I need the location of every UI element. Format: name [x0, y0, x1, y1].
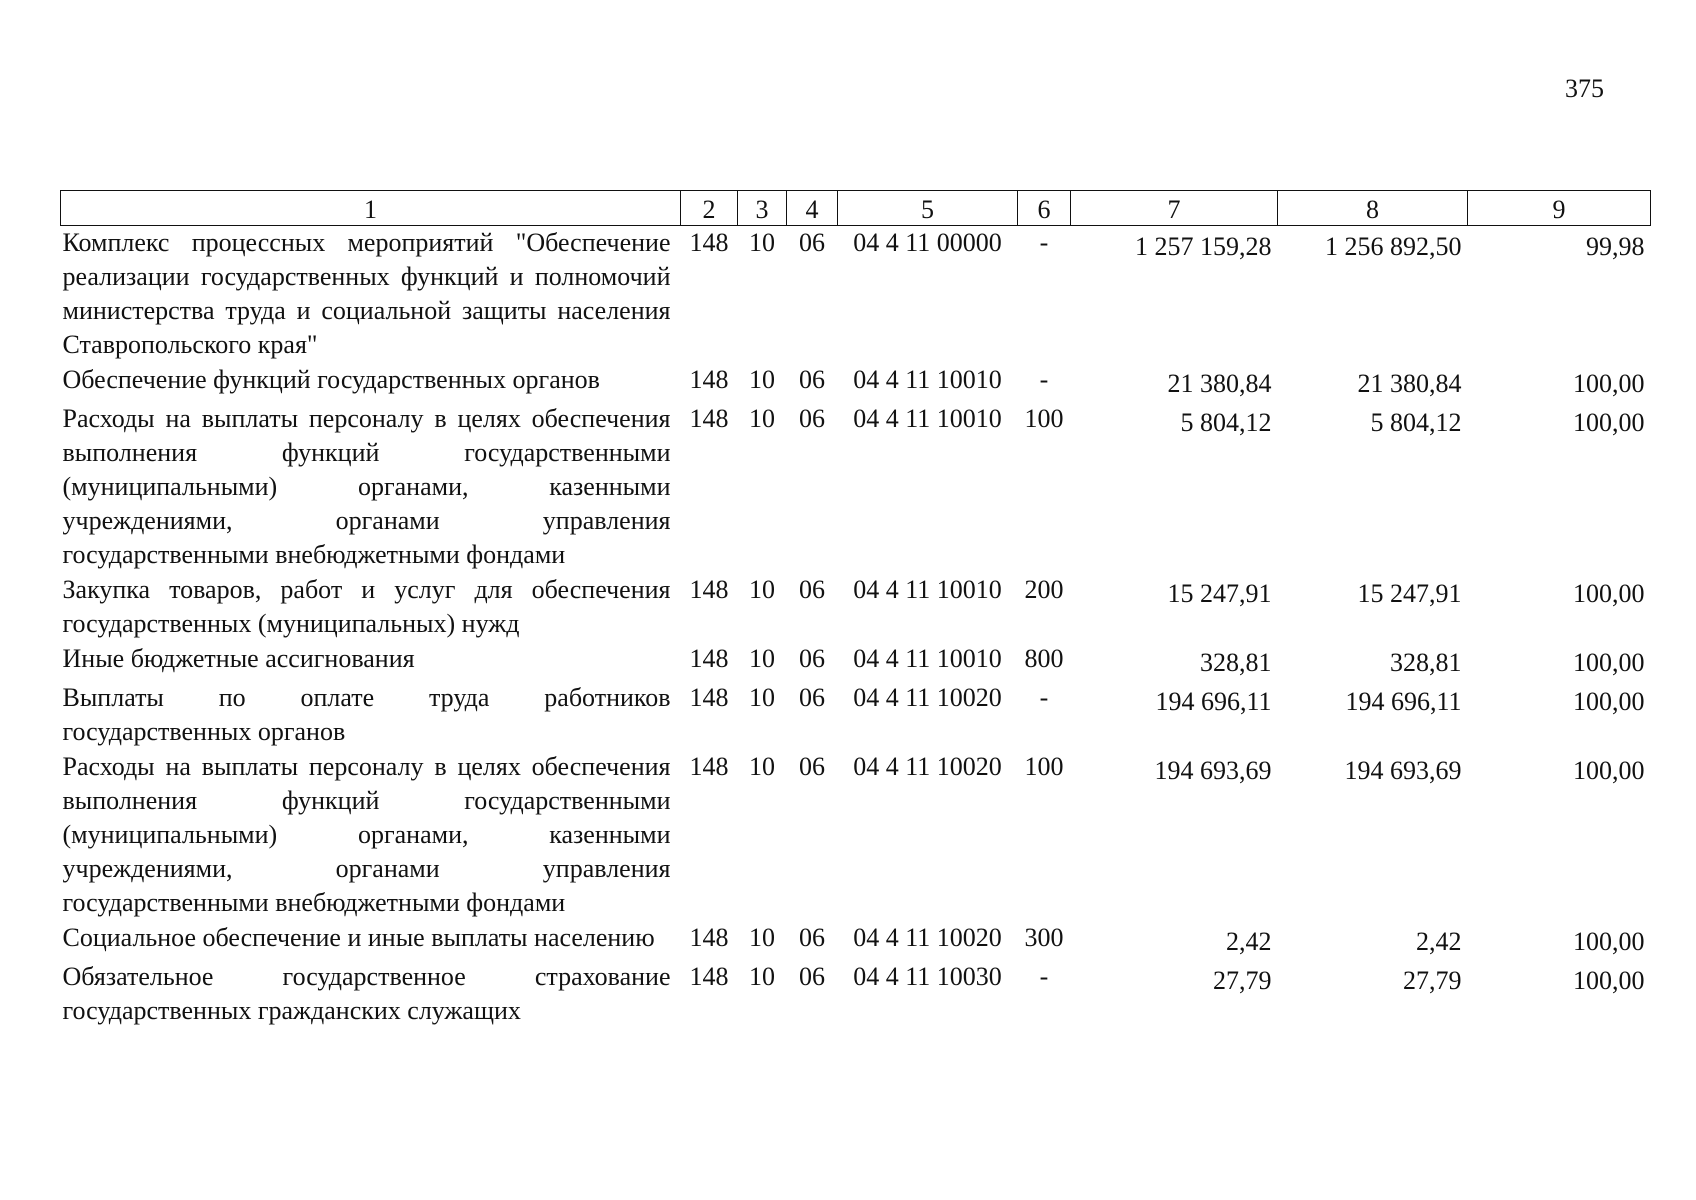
column-header: 3 [738, 191, 787, 226]
table-row [61, 921, 1651, 960]
cell-section: 10 [749, 228, 775, 257]
cell-amount-planned: 328,81 [1200, 648, 1272, 677]
cell-section: 10 [749, 923, 775, 952]
cell-subsection: 06 [799, 404, 825, 433]
cell-expense-type: - [1039, 683, 1049, 712]
cell-code: 148 [689, 752, 729, 781]
cell-expense-type: 800 [1024, 644, 1064, 673]
cell-code: 148 [689, 228, 729, 257]
column-header: 6 [1018, 191, 1071, 226]
cell-expense-type: - [1039, 228, 1049, 257]
table-row [61, 681, 1651, 750]
cell-amount-planned: 21 380,84 [1167, 369, 1272, 398]
cell-subsection: 06 [799, 683, 825, 712]
cell-amount-planned: 1 257 159,28 [1135, 232, 1272, 261]
cell-expense-type: 200 [1024, 575, 1064, 604]
table-header-row [61, 191, 1651, 226]
cell-percent: 100,00 [1573, 369, 1645, 398]
cell-amount-executed: 328,81 [1390, 648, 1462, 677]
table-row [61, 642, 1651, 681]
cell-code: 148 [689, 575, 729, 604]
cell-target-article: 04 4 11 10020 [853, 683, 1002, 712]
row-name: Комплекс процессных мероприятий "Обеспечение реализации государственных функций и полномочий министерства труда и социальной защиты населения Ставропольского края" [62, 228, 671, 359]
cell-code: 148 [689, 404, 729, 433]
row-name: Расходы на выплаты персоналу в целях обеспечения выполнения функций государственными (муниципальными) органами, казенными учреждениями, органами управления государственными внебюджетными фондами [62, 404, 671, 569]
cell-amount-executed: 194 696,11 [1345, 687, 1462, 716]
budget-table [60, 190, 1651, 1029]
cell-percent: 99,98 [1586, 232, 1645, 261]
cell-percent: 100,00 [1573, 579, 1645, 608]
cell-percent: 100,00 [1573, 927, 1645, 956]
cell-amount-planned: 15 247,91 [1167, 579, 1272, 608]
cell-code: 148 [689, 962, 729, 991]
column-header: 5 [838, 191, 1018, 226]
column-header: 9 [1468, 191, 1651, 226]
cell-target-article: 04 4 11 10010 [853, 575, 1002, 604]
cell-section: 10 [749, 365, 775, 394]
cell-target-article: 04 4 11 10020 [853, 923, 1002, 952]
row-name: Расходы на выплаты персоналу в целях обеспечения выполнения функций государственными (муниципальными) органами, казенными учреждениями, органами управления государственными внебюджетными фондами [62, 752, 671, 917]
column-header: 4 [787, 191, 838, 226]
cell-amount-executed: 21 380,84 [1357, 369, 1462, 398]
row-name: Иные бюджетные ассигнования [62, 644, 415, 673]
cell-percent: 100,00 [1573, 648, 1645, 677]
cell-expense-type: - [1039, 962, 1049, 991]
cell-amount-planned: 194 696,11 [1155, 687, 1272, 716]
cell-amount-planned: 5 804,12 [1180, 408, 1272, 437]
cell-target-article: 04 4 11 10010 [853, 644, 1002, 673]
cell-subsection: 06 [799, 575, 825, 604]
cell-section: 10 [749, 683, 775, 712]
table-row [61, 402, 1651, 573]
cell-amount-executed: 2,42 [1416, 927, 1462, 956]
cell-code: 148 [689, 923, 729, 952]
cell-section: 10 [749, 752, 775, 781]
cell-amount-executed: 1 256 892,50 [1325, 232, 1462, 261]
row-name: Социальное обеспечение и иные выплаты населению [62, 923, 655, 952]
cell-target-article: 04 4 11 00000 [853, 228, 1002, 257]
cell-amount-planned: 194 693,69 [1154, 756, 1272, 785]
cell-amount-executed: 194 693,69 [1344, 756, 1462, 785]
cell-code: 148 [689, 365, 729, 394]
row-name: Обеспечение функций государственных органов [62, 365, 600, 394]
table-row [61, 226, 1651, 364]
cell-expense-type: 100 [1024, 752, 1064, 781]
cell-expense-type: 300 [1024, 923, 1064, 952]
row-name: Закупка товаров, работ и услуг для обеспечения государственных (муниципальных) нужд [62, 575, 671, 638]
column-header: 8 [1278, 191, 1468, 226]
cell-percent: 100,00 [1573, 756, 1645, 785]
column-header: 1 [61, 191, 681, 226]
cell-subsection: 06 [799, 228, 825, 257]
cell-subsection: 06 [799, 752, 825, 781]
cell-section: 10 [749, 575, 775, 604]
cell-target-article: 04 4 11 10020 [853, 752, 1002, 781]
cell-expense-type: - [1039, 365, 1049, 394]
table-row [61, 363, 1651, 402]
cell-code: 148 [689, 683, 729, 712]
cell-target-article: 04 4 11 10010 [853, 404, 1002, 433]
cell-percent: 100,00 [1573, 966, 1645, 995]
cell-subsection: 06 [799, 365, 825, 394]
cell-section: 10 [749, 404, 775, 433]
column-header: 7 [1071, 191, 1278, 226]
row-name: Обязательное государственное страхование государственных гражданских служащих [62, 962, 671, 1025]
cell-amount-planned: 2,42 [1226, 927, 1272, 956]
cell-target-article: 04 4 11 10030 [853, 962, 1002, 991]
cell-subsection: 06 [799, 962, 825, 991]
cell-amount-executed: 27,79 [1403, 966, 1462, 995]
page-number: 375 [1565, 74, 1604, 103]
cell-code: 148 [689, 644, 729, 673]
cell-subsection: 06 [799, 644, 825, 673]
table-row [61, 750, 1651, 921]
table-row [61, 573, 1651, 642]
cell-percent: 100,00 [1573, 687, 1645, 716]
cell-amount-executed: 15 247,91 [1357, 579, 1462, 608]
cell-section: 10 [749, 644, 775, 673]
cell-target-article: 04 4 11 10010 [853, 365, 1002, 394]
cell-section: 10 [749, 962, 775, 991]
row-name: Выплаты по оплате труда работников государственных органов [62, 683, 671, 746]
cell-amount-planned: 27,79 [1213, 966, 1272, 995]
cell-expense-type: 100 [1024, 404, 1064, 433]
cell-amount-executed: 5 804,12 [1370, 408, 1462, 437]
cell-percent: 100,00 [1573, 408, 1645, 437]
cell-subsection: 06 [799, 923, 825, 952]
table-row [61, 960, 1651, 1029]
column-header: 2 [681, 191, 738, 226]
